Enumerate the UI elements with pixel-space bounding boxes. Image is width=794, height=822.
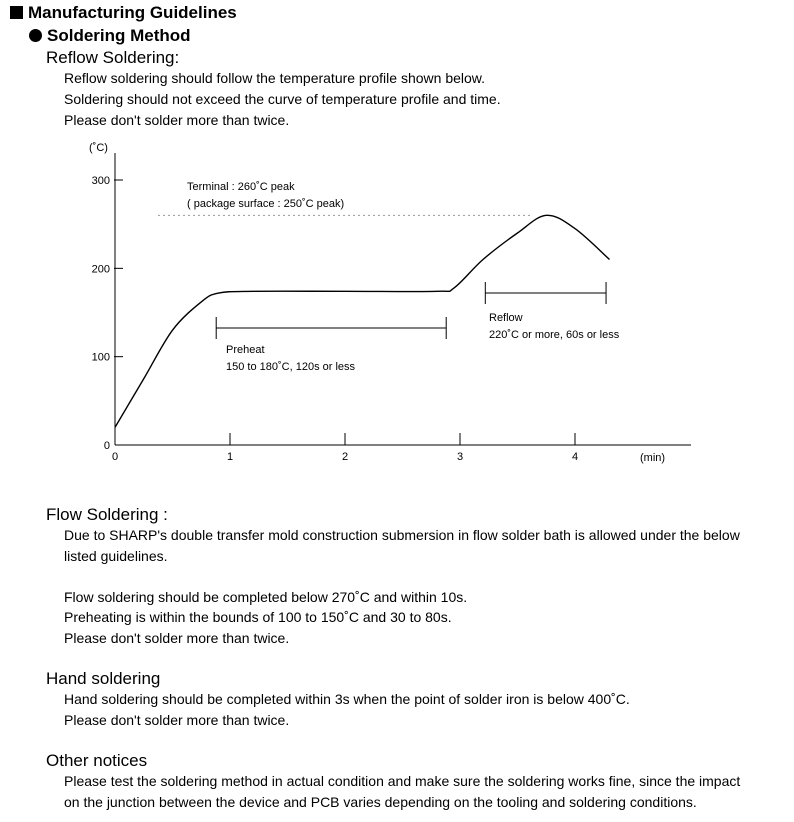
y-axis-unit: (˚C) — [89, 142, 108, 154]
flow-line-1: Due to SHARP's double transfer mold construction submersion in flow solder bath is allowed under the below — [64, 527, 740, 543]
x-tick-label: 1 — [226, 451, 234, 463]
preheat-label: Preheat — [226, 344, 265, 356]
chart-curve-layer — [115, 215, 610, 427]
chart-annotations — [158, 215, 606, 339]
preheat-detail: 150 to 180˚C, 120s or less — [226, 361, 356, 373]
y-tick-label: 200 — [91, 263, 110, 276]
y-tick-label: 100 — [91, 351, 110, 364]
x-axis-unit: (min) — [640, 452, 666, 464]
hand-title: Hand soldering — [46, 669, 161, 688]
x-tick-label: 2 — [341, 451, 349, 463]
reflow-detail: 220˚C or more, 60s or less — [489, 329, 620, 341]
flow-title: Flow Soldering : — [46, 505, 168, 524]
x-tick-label: 3 — [456, 451, 464, 463]
x-tick-label: 4 — [571, 451, 579, 463]
page-heading-text: Manufacturing Guidelines — [28, 3, 237, 22]
reflow-line-2: Soldering should not exceed the curve of temperature profile and time. — [64, 91, 501, 107]
flow-line-5: Please don't solder more than twice. — [64, 630, 290, 646]
flow-line-2: listed guidelines. — [64, 548, 168, 564]
other-line-1: Please test the soldering method in actual condition and make sure the soldering works fine, since the impact — [64, 773, 741, 789]
hand-line-1: Hand soldering should be completed within 3s when the point of solder iron is below 400˚C. — [64, 691, 630, 707]
flow-line-3: Flow soldering should be completed below 270˚C and within 10s. — [64, 589, 468, 605]
section-heading-text: Soldering Method — [47, 26, 191, 45]
reflow-label: Reflow — [489, 312, 523, 324]
other-line-2: on the junction between the device and PCB varies depending on the tooling and soldering conditions. — [64, 794, 697, 810]
chart-axes — [115, 153, 691, 445]
x-tick-label: 0 — [111, 451, 119, 463]
peak-annotation-line1: Terminal : 260˚C peak — [187, 181, 295, 193]
reflow-line-3: Please don't solder more than twice. — [64, 112, 290, 128]
hand-line-2: Please don't solder more than twice. — [64, 712, 290, 728]
flow-line-4: Preheating is within the bounds of 100 to 150˚C and 30 to 80s. — [64, 609, 452, 625]
y-tick-label: 300 — [91, 175, 110, 188]
reflow-line-1: Reflow soldering should follow the temperature profile shown below. — [64, 70, 486, 86]
y-tick-label: 0 — [103, 440, 110, 452]
temperature-curve — [115, 215, 610, 427]
peak-annotation-line2: ( package surface : 250˚C peak) — [187, 198, 345, 210]
reflow-title: Reflow Soldering: — [46, 48, 180, 67]
other-title: Other notices — [46, 751, 148, 770]
